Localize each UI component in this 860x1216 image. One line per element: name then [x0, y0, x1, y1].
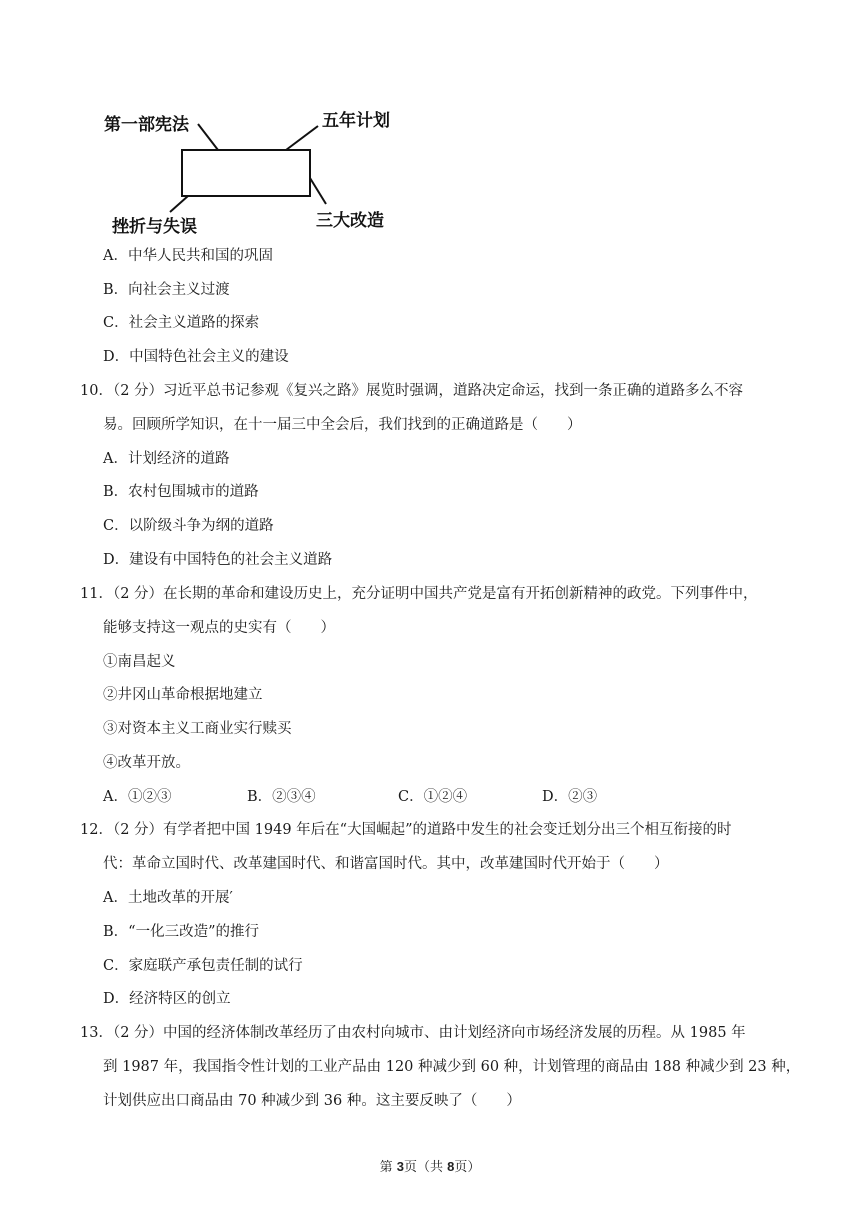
diagram-connector-bottom-left — [170, 196, 188, 212]
footer-total-pages: 8 — [447, 1159, 455, 1174]
q11-item-4: ④改革开放。 — [103, 755, 190, 771]
q10-stem-line2: 易。回顾所学知识，在十一届三中全会后，我们找到的正确道路是（ ） — [103, 417, 582, 433]
q13-stem-line3: 计划供应出口商品由 70 种减少到 36 种。这主要反映了（ ） — [103, 1093, 521, 1109]
q11-options-row — [103, 787, 703, 807]
q11-item-1: ①南昌起义 — [103, 654, 176, 670]
footer-prefix: 第 — [379, 1160, 397, 1175]
concept-diagram — [100, 100, 400, 237]
q12-option-a[interactable]: A．土地改革的开展′ — [103, 890, 233, 906]
q11-item-2: ②井冈山革命根据地建立 — [103, 687, 263, 703]
diagram-connector-top-right — [286, 126, 318, 150]
diagram-connector-top-left — [198, 124, 218, 150]
q12-option-c[interactable]: C．家庭联产承包责任制的试行 — [103, 958, 303, 974]
footer-middle: 页（共 — [403, 1160, 448, 1175]
diagram-label-three-reforms: 三大改造 — [316, 211, 384, 231]
q11-option-c[interactable]: C．①②④ — [398, 789, 468, 805]
q10-stem-line1: 10．（2 分）习近平总书记参观《复兴之路》展览时强调，道路决定命运，找到一条正确的道路多么不容 — [80, 383, 744, 399]
q11-option-d[interactable]: D．②③ — [542, 789, 598, 805]
q11-item-3: ③对资本主义工商业实行赎买 — [103, 721, 292, 737]
diagram-label-setbacks: 挫折与失误 — [112, 217, 197, 237]
q12-stem-line2: 代：革命立国时代、改革建国时代、和谐富国时代。其中，改革建国时代开始于（ ） — [103, 856, 669, 872]
q11-stem-line1: 11．（2 分）在长期的革命和建设历史上，充分证明中国共产党是富有开拓创新精神的政党。下列事件中， — [80, 586, 758, 602]
q9-option-c[interactable]: C．社会主义道路的探索 — [103, 315, 260, 331]
q9-option-a[interactable]: A．中华人民共和国的巩固 — [103, 248, 273, 264]
q12-option-b[interactable]: B．“一化三改造”的推行 — [103, 924, 259, 940]
q13-stem-line2: 到 1987 年，我国指令性计划的工业产品由 120 种减少到 60 种，计划管理的商品由 188 种减少到 23 种， — [103, 1059, 801, 1075]
q9-option-d[interactable]: D．中国特色社会主义的建设 — [103, 349, 289, 365]
q9-option-b[interactable]: B．向社会主义过渡 — [103, 282, 230, 298]
q10-option-d[interactable]: D．建设有中国特色的社会主义道路 — [103, 552, 333, 568]
diagram-connector-bottom-right — [310, 178, 326, 204]
diagram-label-first-constitution: 第一部宪法 — [104, 115, 189, 135]
q10-option-a[interactable]: A．计划经济的道路 — [103, 451, 230, 467]
q10-option-b[interactable]: B．农村包围城市的道路 — [103, 484, 259, 500]
footer-page-number: 3 — [396, 1159, 404, 1174]
q13-stem-line1: 13．（2 分）中国的经济体制改革经历了由农村向城市、由计划经济向市场经济发展的历程。从 1985 年 — [80, 1025, 746, 1041]
q11-option-a[interactable]: A．①②③ — [103, 789, 172, 805]
diagram-label-five-year-plan: 五年计划 — [322, 111, 390, 131]
diagram-center-box — [182, 150, 310, 196]
q12-stem-line1: 12．（2 分）有学者把中国 1949 年后在“大国崛起”的道路中发生的社会变迁划分出三个相互衔接的时 — [80, 822, 732, 838]
footer-suffix: 页） — [454, 1160, 481, 1175]
q10-option-c[interactable]: C．以阶级斗争为纲的道路 — [103, 518, 274, 534]
page-footer — [0, 1156, 860, 1175]
q11-option-b[interactable]: B．②③④ — [247, 789, 316, 805]
q11-stem-line2: 能够支持这一观点的史实有（ ） — [103, 620, 335, 636]
q12-option-d[interactable]: D．经济特区的创立 — [103, 991, 231, 1007]
